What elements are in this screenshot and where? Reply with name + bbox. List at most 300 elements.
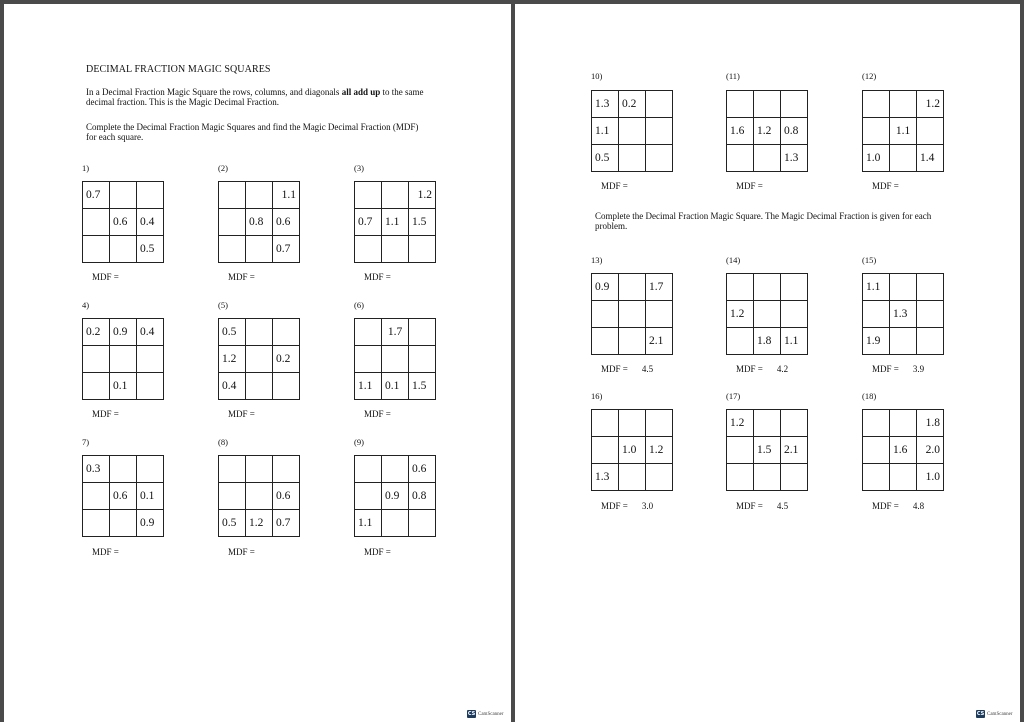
mdf-label: MDF = bbox=[601, 501, 628, 511]
mdf-label: MDF = bbox=[872, 501, 899, 511]
problem-label: 10) bbox=[591, 71, 603, 81]
magic-square-cell-given: 0.6 bbox=[110, 209, 137, 236]
magic-square-cell-blank[interactable] bbox=[781, 301, 808, 328]
magic-square-cell-given: 0.3 bbox=[83, 456, 110, 483]
magic-square-cell-blank[interactable] bbox=[727, 91, 754, 118]
magic-square-cell-blank[interactable] bbox=[646, 464, 673, 491]
magic-square-cell-given: 0.9 bbox=[382, 483, 409, 510]
magic-square-row bbox=[727, 301, 808, 328]
magic-square-cell-given: 1.0 bbox=[619, 437, 646, 464]
magic-square-cell-given: 1.1 bbox=[863, 274, 890, 301]
problem-label: (5) bbox=[218, 300, 228, 310]
magic-square-cell-blank[interactable] bbox=[219, 209, 246, 236]
magic-square-cell-blank[interactable] bbox=[592, 301, 619, 328]
magic-square-cell-blank[interactable] bbox=[246, 456, 273, 483]
magic-square-cell-blank[interactable] bbox=[110, 182, 137, 209]
mdf-label: MDF = bbox=[736, 364, 763, 374]
magic-square bbox=[726, 409, 808, 491]
magic-square-cell-given: 0.6 bbox=[409, 456, 436, 483]
magic-square-cell-blank[interactable] bbox=[246, 236, 273, 263]
problem-label: (12) bbox=[862, 71, 877, 81]
mdf-line bbox=[92, 272, 133, 282]
magic-square-cell-blank[interactable] bbox=[382, 346, 409, 373]
magic-square-cell-given: 0.6 bbox=[273, 483, 300, 510]
magic-square-cell-blank[interactable] bbox=[917, 118, 944, 145]
intro-bold-text: all add up bbox=[341, 87, 381, 97]
magic-square-cell-blank[interactable] bbox=[863, 464, 890, 491]
magic-square-cell-blank[interactable] bbox=[863, 410, 890, 437]
mdf-line bbox=[364, 272, 405, 282]
magic-square-cell-blank[interactable] bbox=[409, 346, 436, 373]
magic-square-cell-blank[interactable] bbox=[219, 236, 246, 263]
magic-square-cell-given: 0.6 bbox=[273, 209, 300, 236]
mdf-label: MDF = bbox=[872, 181, 899, 191]
magic-square-row bbox=[592, 437, 673, 464]
magic-square-row bbox=[727, 91, 808, 118]
magic-square-cell-given: 1.8 bbox=[917, 410, 944, 437]
magic-square-cell-given: 0.4 bbox=[137, 319, 164, 346]
problem-label: (11) bbox=[726, 71, 740, 81]
magic-square-cell-blank[interactable] bbox=[619, 118, 646, 145]
magic-square-cell-given: 0.7 bbox=[273, 236, 300, 263]
magic-square-cell-given: 1.1 bbox=[890, 118, 917, 145]
magic-square-cell-given: 1.3 bbox=[781, 145, 808, 172]
magic-square-row bbox=[727, 410, 808, 437]
mdf-line bbox=[872, 364, 924, 374]
magic-square-cell-blank[interactable] bbox=[592, 410, 619, 437]
magic-square bbox=[862, 273, 944, 355]
magic-square-cell-blank[interactable] bbox=[781, 410, 808, 437]
magic-square-row bbox=[592, 464, 673, 491]
magic-square-row bbox=[863, 301, 944, 328]
magic-square-row bbox=[863, 410, 944, 437]
magic-square-cell-blank[interactable] bbox=[754, 410, 781, 437]
magic-square-cell-given: 1.2 bbox=[727, 410, 754, 437]
magic-square-cell-given: 0.5 bbox=[219, 319, 246, 346]
magic-square-cell-given: 0.9 bbox=[110, 319, 137, 346]
magic-square-cell-given: 1.9 bbox=[863, 328, 890, 355]
magic-square-row bbox=[727, 274, 808, 301]
magic-square-cell-given: 2.1 bbox=[781, 437, 808, 464]
mdf-label: MDF = bbox=[872, 364, 899, 374]
magic-square-cell-blank[interactable] bbox=[409, 319, 436, 346]
magic-square-row bbox=[727, 328, 808, 355]
intro-text-2: to the same decimal fraction. This is the Magic Decimal Fraction. bbox=[86, 87, 424, 107]
problem-label: (18) bbox=[862, 391, 877, 401]
magic-square-cell-blank[interactable] bbox=[863, 91, 890, 118]
magic-square-cell-blank[interactable] bbox=[781, 91, 808, 118]
magic-square-cell-blank[interactable] bbox=[219, 456, 246, 483]
mdf-line bbox=[364, 409, 405, 419]
magic-square-cell-given: 1.3 bbox=[890, 301, 917, 328]
magic-square-cell-blank[interactable] bbox=[273, 456, 300, 483]
magic-square-row bbox=[219, 510, 300, 537]
problem-label: 16) bbox=[591, 391, 603, 401]
magic-square-cell-given: 1.2 bbox=[246, 510, 273, 537]
magic-square-cell-given: 1.0 bbox=[863, 145, 890, 172]
mdf-line bbox=[872, 501, 924, 511]
magic-square-cell-given: 1.1 bbox=[382, 209, 409, 236]
magic-square-cell-blank[interactable] bbox=[619, 274, 646, 301]
magic-square-row bbox=[592, 328, 673, 355]
magic-square-cell-given: 1.1 bbox=[781, 328, 808, 355]
magic-square-row bbox=[355, 483, 436, 510]
mdf-value: 4.2 bbox=[776, 364, 789, 374]
mdf-line bbox=[601, 501, 653, 511]
magic-square-cell-blank[interactable] bbox=[754, 464, 781, 491]
magic-square-row bbox=[592, 410, 673, 437]
mdf-label: MDF = bbox=[364, 409, 391, 419]
problem-label: (6) bbox=[354, 300, 364, 310]
magic-square-cell-blank[interactable] bbox=[619, 301, 646, 328]
problem-label: 7) bbox=[82, 437, 90, 447]
magic-square-cell-given: 1.2 bbox=[754, 118, 781, 145]
problem-label: 13) bbox=[591, 255, 603, 265]
magic-square-cell-given: 0.2 bbox=[83, 319, 110, 346]
magic-square-cell-given: 1.2 bbox=[646, 437, 673, 464]
magic-square-row bbox=[727, 464, 808, 491]
mdf-line bbox=[228, 547, 269, 557]
magic-square-cell-blank[interactable] bbox=[917, 274, 944, 301]
magic-square-cell-blank[interactable] bbox=[137, 456, 164, 483]
magic-square-cell-blank[interactable] bbox=[137, 182, 164, 209]
magic-square-row bbox=[219, 319, 300, 346]
magic-square-row bbox=[863, 145, 944, 172]
magic-square-cell-blank[interactable] bbox=[754, 301, 781, 328]
magic-square-cell-blank[interactable] bbox=[110, 346, 137, 373]
mdf-label: MDF = bbox=[228, 547, 255, 557]
magic-square-cell-given: 1.0 bbox=[917, 464, 944, 491]
magic-square-cell-given: 0.7 bbox=[355, 209, 382, 236]
magic-square-cell-blank[interactable] bbox=[754, 91, 781, 118]
magic-square bbox=[726, 90, 808, 172]
magic-square-cell-blank[interactable] bbox=[863, 301, 890, 328]
camscanner-logo bbox=[976, 710, 1014, 718]
magic-square-row bbox=[83, 182, 164, 209]
magic-square-cell-given: 0.5 bbox=[137, 236, 164, 263]
magic-square-row bbox=[83, 346, 164, 373]
magic-square-cell-given: 0.5 bbox=[219, 510, 246, 537]
magic-square-cell-blank[interactable] bbox=[409, 236, 436, 263]
mdf-value: 3.9 bbox=[912, 364, 925, 374]
magic-square-row bbox=[863, 91, 944, 118]
magic-square-cell-given: 1.5 bbox=[409, 209, 436, 236]
mdf-label: MDF = bbox=[92, 547, 119, 557]
mdf-label: MDF = bbox=[736, 501, 763, 511]
magic-square-cell-blank[interactable] bbox=[646, 301, 673, 328]
magic-square-cell-given: 1.6 bbox=[727, 118, 754, 145]
magic-square-row bbox=[355, 510, 436, 537]
magic-square bbox=[591, 90, 673, 172]
magic-square-row bbox=[219, 209, 300, 236]
magic-square-row bbox=[219, 182, 300, 209]
magic-square-row bbox=[355, 182, 436, 209]
magic-square-cell-blank[interactable] bbox=[110, 456, 137, 483]
problem-label: (9) bbox=[354, 437, 364, 447]
magic-square-cell-blank[interactable] bbox=[110, 510, 137, 537]
magic-square bbox=[218, 455, 300, 537]
problem-label: (2) bbox=[218, 163, 228, 173]
magic-square-cell-given: 0.1 bbox=[110, 373, 137, 400]
magic-square-row bbox=[863, 437, 944, 464]
mdf-label: MDF = bbox=[92, 409, 119, 419]
mdf-line bbox=[601, 364, 653, 374]
magic-square-cell-given: 0.4 bbox=[137, 209, 164, 236]
magic-square-row bbox=[83, 510, 164, 537]
magic-square-row bbox=[727, 118, 808, 145]
magic-square-cell-blank[interactable] bbox=[246, 182, 273, 209]
mdf-value: 3.0 bbox=[641, 501, 654, 511]
magic-square-row bbox=[355, 346, 436, 373]
magic-square-cell-blank[interactable] bbox=[619, 410, 646, 437]
magic-square bbox=[218, 318, 300, 400]
magic-square-row bbox=[219, 346, 300, 373]
magic-square-cell-given: 0.8 bbox=[246, 209, 273, 236]
problem-label: (14) bbox=[726, 255, 741, 265]
mdf-line bbox=[228, 409, 269, 419]
magic-square-cell-given: 0.4 bbox=[219, 373, 246, 400]
magic-square-row bbox=[355, 209, 436, 236]
magic-square-cell-blank[interactable] bbox=[409, 510, 436, 537]
magic-square-cell-blank[interactable] bbox=[781, 464, 808, 491]
problem-label: (15) bbox=[862, 255, 877, 265]
magic-square-row bbox=[592, 301, 673, 328]
magic-square-cell-given: 0.8 bbox=[409, 483, 436, 510]
magic-square-cell-blank[interactable] bbox=[646, 145, 673, 172]
magic-square-cell-blank[interactable] bbox=[619, 328, 646, 355]
magic-square-cell-blank[interactable] bbox=[83, 346, 110, 373]
magic-square-cell-blank[interactable] bbox=[592, 328, 619, 355]
magic-square-row bbox=[83, 209, 164, 236]
mdf-label: MDF = bbox=[228, 409, 255, 419]
magic-square bbox=[591, 273, 673, 355]
mdf-line bbox=[601, 181, 642, 191]
magic-square-cell-blank[interactable] bbox=[246, 346, 273, 373]
mdf-line bbox=[736, 181, 777, 191]
magic-square-row bbox=[592, 118, 673, 145]
magic-square-cell-blank[interactable] bbox=[863, 118, 890, 145]
magic-square-cell-blank[interactable] bbox=[110, 236, 137, 263]
magic-square-cell-blank[interactable] bbox=[727, 328, 754, 355]
magic-square-cell-given: 0.7 bbox=[83, 182, 110, 209]
magic-square bbox=[862, 90, 944, 172]
mdf-label: MDF = bbox=[228, 272, 255, 282]
magic-square-cell-given: 1.3 bbox=[592, 91, 619, 118]
magic-square-cell-blank[interactable] bbox=[890, 91, 917, 118]
magic-square-cell-given: 0.2 bbox=[273, 346, 300, 373]
magic-square-cell-given: 1.6 bbox=[890, 437, 917, 464]
magic-square-cell-blank[interactable] bbox=[863, 437, 890, 464]
problem-label: 4) bbox=[82, 300, 90, 310]
magic-square-cell-given: 1.1 bbox=[355, 510, 382, 537]
magic-square-cell-blank[interactable] bbox=[83, 209, 110, 236]
instructions-paragraph-2: Complete the Decimal Fraction Magic Square. The Magic Decimal Fraction is given for each problem. bbox=[595, 211, 932, 231]
magic-square-cell-blank[interactable] bbox=[219, 182, 246, 209]
magic-square-cell-given: 1.2 bbox=[219, 346, 246, 373]
mdf-label: MDF = bbox=[601, 181, 628, 191]
magic-square-cell-given: 0.7 bbox=[273, 510, 300, 537]
magic-square-cell-blank[interactable] bbox=[83, 236, 110, 263]
magic-square-cell-given: 1.1 bbox=[592, 118, 619, 145]
magic-square-cell-blank[interactable] bbox=[355, 319, 382, 346]
magic-square-row bbox=[219, 236, 300, 263]
magic-square bbox=[82, 318, 164, 400]
magic-square-row bbox=[863, 464, 944, 491]
magic-square bbox=[354, 455, 436, 537]
magic-square-row bbox=[863, 274, 944, 301]
magic-square-cell-blank[interactable] bbox=[137, 346, 164, 373]
magic-square-cell-blank[interactable] bbox=[754, 145, 781, 172]
mdf-line bbox=[736, 364, 788, 374]
magic-square-row bbox=[355, 236, 436, 263]
magic-square-cell-blank[interactable] bbox=[137, 373, 164, 400]
magic-square-cell-blank[interactable] bbox=[890, 145, 917, 172]
magic-square-cell-given: 1.2 bbox=[917, 91, 944, 118]
magic-square-cell-given: 1.4 bbox=[917, 145, 944, 172]
magic-square-cell-blank[interactable] bbox=[619, 464, 646, 491]
intro-text-1: In a Decimal Fraction Magic Square the rows, columns, and diagonals bbox=[86, 87, 342, 97]
problem-label: (8) bbox=[218, 437, 228, 447]
magic-square-row bbox=[219, 483, 300, 510]
magic-square-cell-blank[interactable] bbox=[754, 274, 781, 301]
magic-square-cell-blank[interactable] bbox=[727, 464, 754, 491]
camscanner-logo bbox=[467, 710, 505, 718]
magic-square-cell-blank[interactable] bbox=[890, 328, 917, 355]
magic-square-row bbox=[592, 145, 673, 172]
mdf-label: MDF = bbox=[601, 364, 628, 374]
mdf-label: MDF = bbox=[364, 547, 391, 557]
magic-square-row bbox=[355, 319, 436, 346]
mdf-label: MDF = bbox=[736, 181, 763, 191]
magic-square-cell-blank[interactable] bbox=[619, 145, 646, 172]
magic-square-cell-blank[interactable] bbox=[382, 236, 409, 263]
magic-square-row bbox=[863, 118, 944, 145]
magic-square-cell-blank[interactable] bbox=[355, 456, 382, 483]
magic-square bbox=[726, 273, 808, 355]
problem-label: (17) bbox=[726, 391, 741, 401]
mdf-line bbox=[364, 547, 405, 557]
instructions-paragraph: Complete the Decimal Fraction Magic Squares and find the Magic Decimal Fraction (MDF) for each square. bbox=[86, 122, 419, 142]
mdf-label: MDF = bbox=[364, 272, 391, 282]
magic-square-cell-blank[interactable] bbox=[83, 510, 110, 537]
magic-square-cell-given: 1.1 bbox=[355, 373, 382, 400]
magic-square-cell-blank[interactable] bbox=[646, 118, 673, 145]
mdf-label: MDF = bbox=[92, 272, 119, 282]
magic-square-cell-blank[interactable] bbox=[246, 319, 273, 346]
camscanner-logo-text: CamScanner bbox=[478, 711, 504, 717]
magic-square bbox=[862, 409, 944, 491]
magic-square-row bbox=[727, 145, 808, 172]
magic-square-cell-given: 1.1 bbox=[273, 182, 300, 209]
magic-square-row bbox=[83, 236, 164, 263]
mdf-line bbox=[736, 501, 788, 511]
magic-square-cell-blank[interactable] bbox=[382, 182, 409, 209]
magic-square bbox=[591, 409, 673, 491]
magic-square-cell-blank[interactable] bbox=[83, 373, 110, 400]
magic-square-cell-blank[interactable] bbox=[727, 145, 754, 172]
magic-square-row bbox=[83, 456, 164, 483]
camscanner-logo-text: CamScanner bbox=[987, 711, 1013, 717]
magic-square-cell-blank[interactable] bbox=[890, 274, 917, 301]
magic-square-cell-given: 1.8 bbox=[754, 328, 781, 355]
magic-square bbox=[354, 181, 436, 263]
magic-square-cell-blank[interactable] bbox=[355, 236, 382, 263]
magic-square-cell-given: 1.5 bbox=[754, 437, 781, 464]
magic-square-cell-blank[interactable] bbox=[246, 483, 273, 510]
mdf-value: 4.8 bbox=[912, 501, 925, 511]
magic-square-cell-blank[interactable] bbox=[727, 437, 754, 464]
mdf-line bbox=[872, 181, 913, 191]
worksheet-page-left bbox=[4, 4, 511, 722]
magic-square-cell-blank[interactable] bbox=[355, 182, 382, 209]
magic-square-cell-blank[interactable] bbox=[246, 373, 273, 400]
magic-square-cell-blank[interactable] bbox=[219, 483, 246, 510]
magic-square-cell-blank[interactable] bbox=[83, 483, 110, 510]
mdf-value: 4.5 bbox=[776, 501, 789, 511]
magic-square-cell-given: 1.5 bbox=[409, 373, 436, 400]
mdf-line bbox=[92, 409, 133, 419]
camscanner-icon: CS bbox=[976, 711, 985, 717]
magic-square-cell-given: 1.7 bbox=[646, 274, 673, 301]
magic-square-cell-blank[interactable] bbox=[382, 456, 409, 483]
magic-square-cell-blank[interactable] bbox=[273, 373, 300, 400]
mdf-value: 4.5 bbox=[641, 364, 654, 374]
magic-square-cell-blank[interactable] bbox=[646, 91, 673, 118]
magic-square bbox=[82, 455, 164, 537]
magic-square-row bbox=[592, 91, 673, 118]
magic-square-row bbox=[83, 483, 164, 510]
magic-square-cell-given: 0.9 bbox=[592, 274, 619, 301]
magic-square-cell-given: 0.5 bbox=[592, 145, 619, 172]
magic-square-row bbox=[727, 437, 808, 464]
magic-square-cell-blank[interactable] bbox=[382, 510, 409, 537]
magic-square-cell-blank[interactable] bbox=[646, 410, 673, 437]
magic-square-cell-blank[interactable] bbox=[592, 437, 619, 464]
magic-square-row bbox=[592, 274, 673, 301]
problem-label: (3) bbox=[354, 163, 364, 173]
magic-square-cell-blank[interactable] bbox=[890, 464, 917, 491]
magic-square-cell-blank[interactable] bbox=[917, 328, 944, 355]
magic-square-row bbox=[219, 456, 300, 483]
worksheet-title: DECIMAL FRACTION MAGIC SQUARES bbox=[86, 64, 271, 75]
magic-square-cell-given: 0.1 bbox=[382, 373, 409, 400]
mdf-line bbox=[92, 547, 133, 557]
magic-square-cell-given: 1.2 bbox=[409, 182, 436, 209]
magic-square-cell-blank[interactable] bbox=[355, 483, 382, 510]
magic-square-row bbox=[219, 373, 300, 400]
magic-square-cell-blank[interactable] bbox=[727, 274, 754, 301]
magic-square-cell-blank[interactable] bbox=[917, 301, 944, 328]
magic-square-cell-given: 0.2 bbox=[619, 91, 646, 118]
magic-square bbox=[82, 181, 164, 263]
magic-square bbox=[354, 318, 436, 400]
magic-square-cell-blank[interactable] bbox=[273, 319, 300, 346]
magic-square-row bbox=[355, 456, 436, 483]
camscanner-icon: CS bbox=[467, 711, 476, 717]
magic-square-cell-given: 1.3 bbox=[592, 464, 619, 491]
magic-square-cell-blank[interactable] bbox=[355, 346, 382, 373]
magic-square bbox=[218, 181, 300, 263]
magic-square-row bbox=[863, 328, 944, 355]
worksheet-page-right bbox=[515, 4, 1020, 722]
magic-square-cell-blank[interactable] bbox=[890, 410, 917, 437]
magic-square-cell-given: 1.2 bbox=[727, 301, 754, 328]
magic-square-cell-given: 2.1 bbox=[646, 328, 673, 355]
magic-square-cell-given: 0.1 bbox=[137, 483, 164, 510]
problem-label: 1) bbox=[82, 163, 90, 173]
magic-square-cell-blank[interactable] bbox=[781, 274, 808, 301]
magic-square-row bbox=[355, 373, 436, 400]
